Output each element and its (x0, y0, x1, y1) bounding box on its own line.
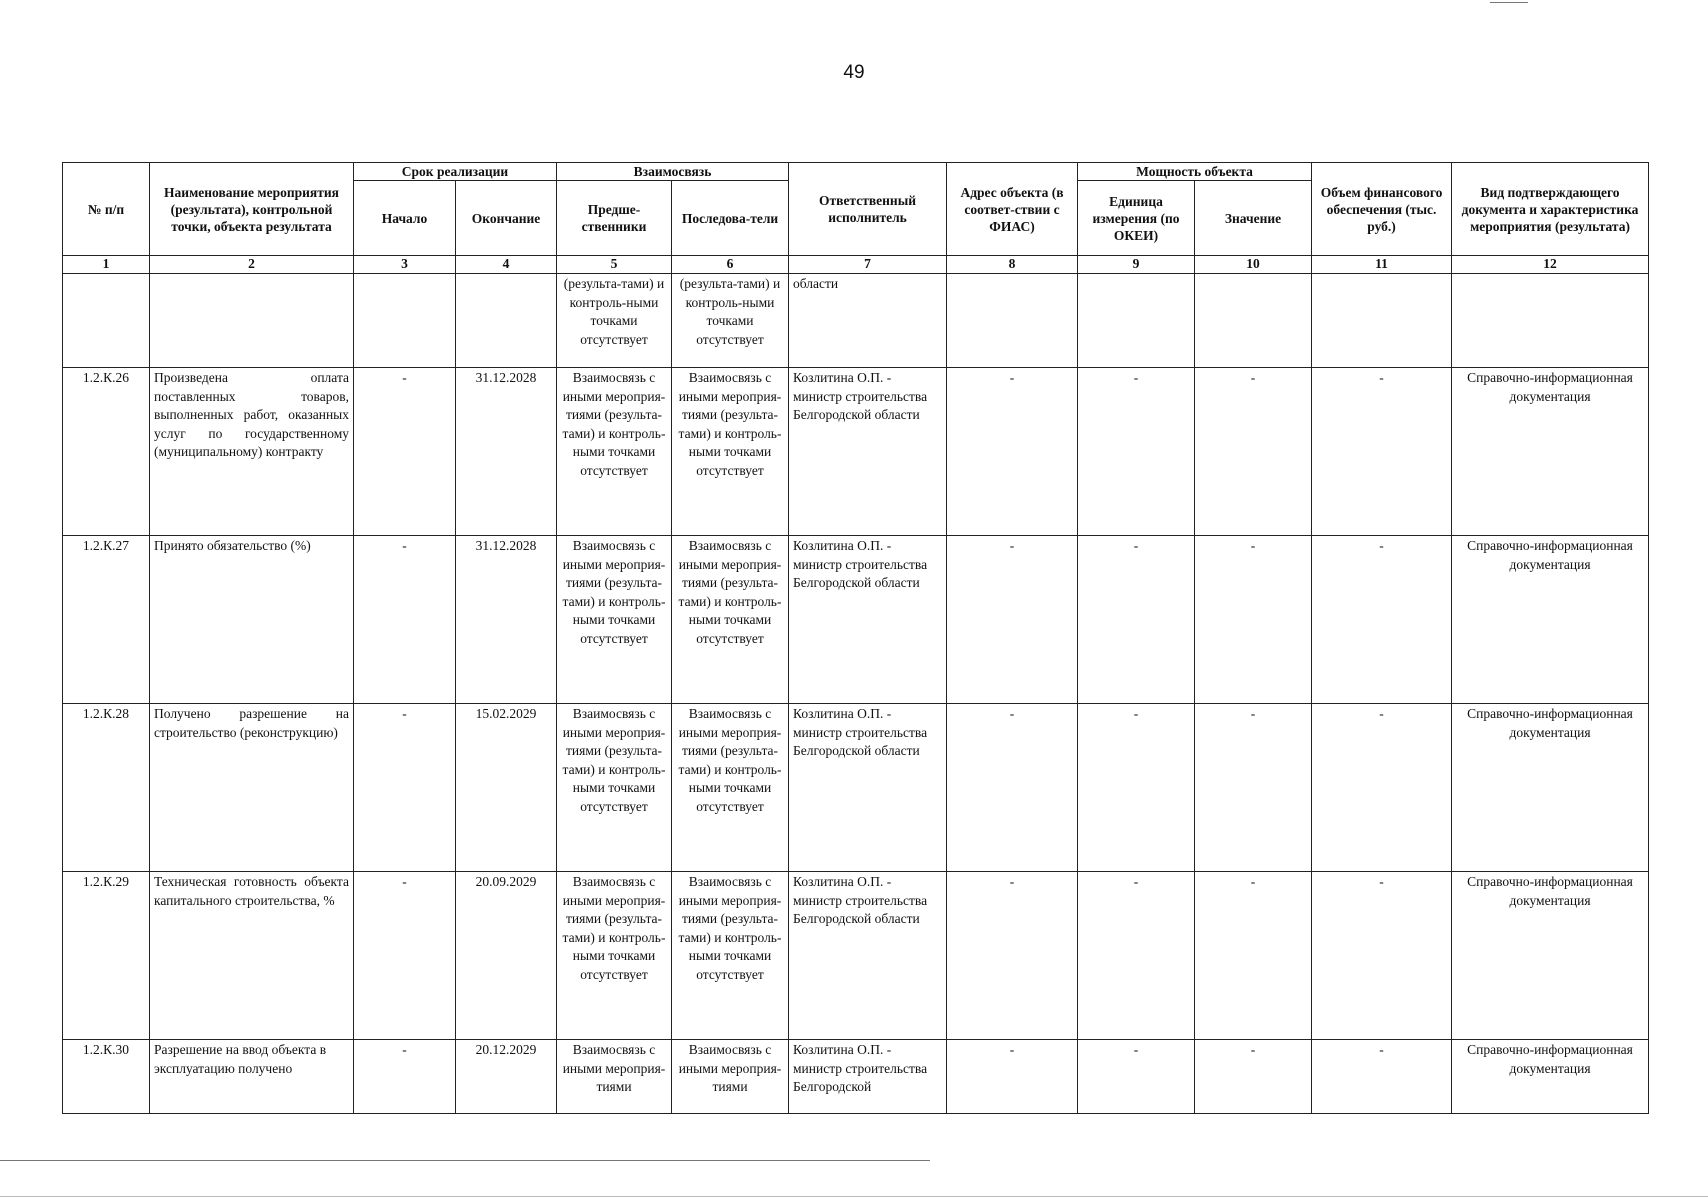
cell-num: 1.2.К.26 (63, 368, 150, 536)
header-link-group: Взаимосвязь (557, 163, 789, 181)
cell-unit: - (1078, 368, 1195, 536)
column-number-row (63, 256, 1649, 274)
header-predecessors: Предше-ственники (557, 181, 672, 256)
cell-responsible: Козлитина О.П. - министр строительства Белгородской области (789, 368, 947, 536)
col-number: 10 (1195, 256, 1312, 274)
cell-finance: - (1312, 872, 1452, 1040)
cell-responsible: области (789, 274, 947, 368)
cell-unit: - (1078, 872, 1195, 1040)
col-number: 7 (789, 256, 947, 274)
cell-end: 31.12.2028 (456, 368, 557, 536)
header-finance: Объем финансового обеспечения (тыс. руб.) (1312, 163, 1452, 256)
cell-document: Справочно-информационная документация (1452, 1040, 1649, 1114)
cell-end: 20.12.2029 (456, 1040, 557, 1114)
col-number: 9 (1078, 256, 1195, 274)
cell-start: - (354, 704, 456, 872)
col-number: 8 (947, 256, 1078, 274)
cell-name: Принято обязательство (%) (150, 536, 354, 704)
cell-document: Справочно-информационная документация (1452, 704, 1649, 872)
page-number: 49 (843, 62, 865, 83)
col-number: 4 (456, 256, 557, 274)
cell-name: Произведена оплата поставленных товаров, выполненных работ, оказанных услуг по государственному (муниципальному) контракту (150, 368, 354, 536)
cell-document: Справочно-информационная документация (1452, 368, 1649, 536)
col-number: 12 (1452, 256, 1649, 274)
cell-name (150, 274, 354, 368)
cell-successors: (результа-тами) и контроль-ными точками отсутствует (672, 274, 789, 368)
cell-start (354, 274, 456, 368)
cell-predecessors: Взаимосвязь с иными мероприя-тиями (557, 1040, 672, 1114)
cell-predecessors: Взаимосвязь с иными мероприя-тиями (результа-тами) и контроль-ными точками отсутствует (557, 872, 672, 1040)
header-value: Значение (1195, 181, 1312, 256)
header-document: Вид подтверждающего документа и характеристика мероприятия (результата) (1452, 163, 1649, 256)
cell-name: Техническая готовность объекта капитального строительства, % (150, 872, 354, 1040)
cell-predecessors: Взаимосвязь с иными мероприя-тиями (результа-тами) и контроль-ными точками отсутствует (557, 368, 672, 536)
table-row (63, 872, 1649, 1040)
header-power-group: Мощность объекта (1078, 163, 1312, 181)
header-address: Адрес объекта (в соответ-ствии с ФИАС) (947, 163, 1078, 256)
cell-successors: Взаимосвязь с иными мероприя-тиями (672, 1040, 789, 1114)
cell-successors: Взаимосвязь с иными мероприя-тиями (результа-тами) и контроль-ными точками отсутствует (672, 536, 789, 704)
table-row (63, 368, 1649, 536)
header-term-group: Срок реализации (354, 163, 557, 181)
cell-responsible: Козлитина О.П. - министр строительства Белгородской области (789, 704, 947, 872)
table-row (63, 1040, 1649, 1114)
cell-value: - (1195, 704, 1312, 872)
cell-value: - (1195, 368, 1312, 536)
header-row-1 (63, 163, 1649, 181)
cell-start: - (354, 1040, 456, 1114)
cell-end: 31.12.2028 (456, 536, 557, 704)
col-number: 1 (63, 256, 150, 274)
cell-num (63, 274, 150, 368)
cell-predecessors: Взаимосвязь с иными мероприя-тиями (результа-тами) и контроль-ными точками отсутствует (557, 704, 672, 872)
scan-mark-bottom-1 (0, 1160, 930, 1161)
header-successors: Последова-тели (672, 181, 789, 256)
cell-address: - (947, 536, 1078, 704)
header-start: Начало (354, 181, 456, 256)
col-number: 6 (672, 256, 789, 274)
cell-address: - (947, 368, 1078, 536)
header-unit: Единица измерения (по ОКЕИ) (1078, 181, 1195, 256)
cell-finance: - (1312, 704, 1452, 872)
cell-start: - (354, 872, 456, 1040)
cell-finance: - (1312, 1040, 1452, 1114)
scan-mark-bottom-2 (0, 1196, 1708, 1197)
header-end: Окончание (456, 181, 557, 256)
table-row (63, 536, 1649, 704)
cell-document: Справочно-информационная документация (1452, 872, 1649, 1040)
table-row (63, 704, 1649, 872)
col-number: 5 (557, 256, 672, 274)
table-row-continuation (63, 274, 1649, 368)
cell-start: - (354, 536, 456, 704)
cell-end: 15.02.2029 (456, 704, 557, 872)
cell-end: 20.09.2029 (456, 872, 557, 1040)
cell-unit (1078, 274, 1195, 368)
cell-address: - (947, 872, 1078, 1040)
cell-value: - (1195, 536, 1312, 704)
header-name: Наименование мероприятия (результата), контрольной точки, объекта результата (150, 163, 354, 256)
cell-responsible: Козлитина О.П. - министр строительства Белгородской области (789, 872, 947, 1040)
cell-name: Разрешение на ввод объекта в эксплуатацию получено (150, 1040, 354, 1114)
cell-address: - (947, 704, 1078, 872)
cell-num: 1.2.К.30 (63, 1040, 150, 1114)
cell-successors: Взаимосвязь с иными мероприя-тиями (результа-тами) и контроль-ными точками отсутствует (672, 872, 789, 1040)
header-responsible: Ответственный исполнитель (789, 163, 947, 256)
cell-finance: - (1312, 368, 1452, 536)
cell-responsible: Козлитина О.П. - министр строительства Белгородской (789, 1040, 947, 1114)
cell-successors: Взаимосвязь с иными мероприя-тиями (результа-тами) и контроль-ными точками отсутствует (672, 704, 789, 872)
cell-successors: Взаимосвязь с иными мероприя-тиями (результа-тами) и контроль-ными точками отсутствует (672, 368, 789, 536)
cell-num: 1.2.К.29 (63, 872, 150, 1040)
cell-responsible: Козлитина О.П. - министр строительства Белгородской области (789, 536, 947, 704)
cell-document (1452, 274, 1649, 368)
cell-address: - (947, 1040, 1078, 1114)
cell-unit: - (1078, 704, 1195, 872)
col-number: 11 (1312, 256, 1452, 274)
cell-num: 1.2.К.28 (63, 704, 150, 872)
scan-mark-top-right (1490, 2, 1528, 3)
schedule-table (62, 162, 1649, 1114)
cell-predecessors: (результа-тами) и контроль-ными точками отсутствует (557, 274, 672, 368)
col-number: 3 (354, 256, 456, 274)
cell-address (947, 274, 1078, 368)
cell-value: - (1195, 1040, 1312, 1114)
cell-predecessors: Взаимосвязь с иными мероприя-тиями (результа-тами) и контроль-ными точками отсутствует (557, 536, 672, 704)
cell-finance (1312, 274, 1452, 368)
cell-name: Получено разрешение на строительство (реконструкцию) (150, 704, 354, 872)
cell-unit: - (1078, 536, 1195, 704)
header-num: № п/п (63, 163, 150, 256)
col-number: 2 (150, 256, 354, 274)
cell-num: 1.2.К.27 (63, 536, 150, 704)
cell-value: - (1195, 872, 1312, 1040)
cell-unit: - (1078, 1040, 1195, 1114)
cell-document: Справочно-информационная документация (1452, 536, 1649, 704)
cell-start: - (354, 368, 456, 536)
cell-end (456, 274, 557, 368)
cell-value (1195, 274, 1312, 368)
cell-finance: - (1312, 536, 1452, 704)
